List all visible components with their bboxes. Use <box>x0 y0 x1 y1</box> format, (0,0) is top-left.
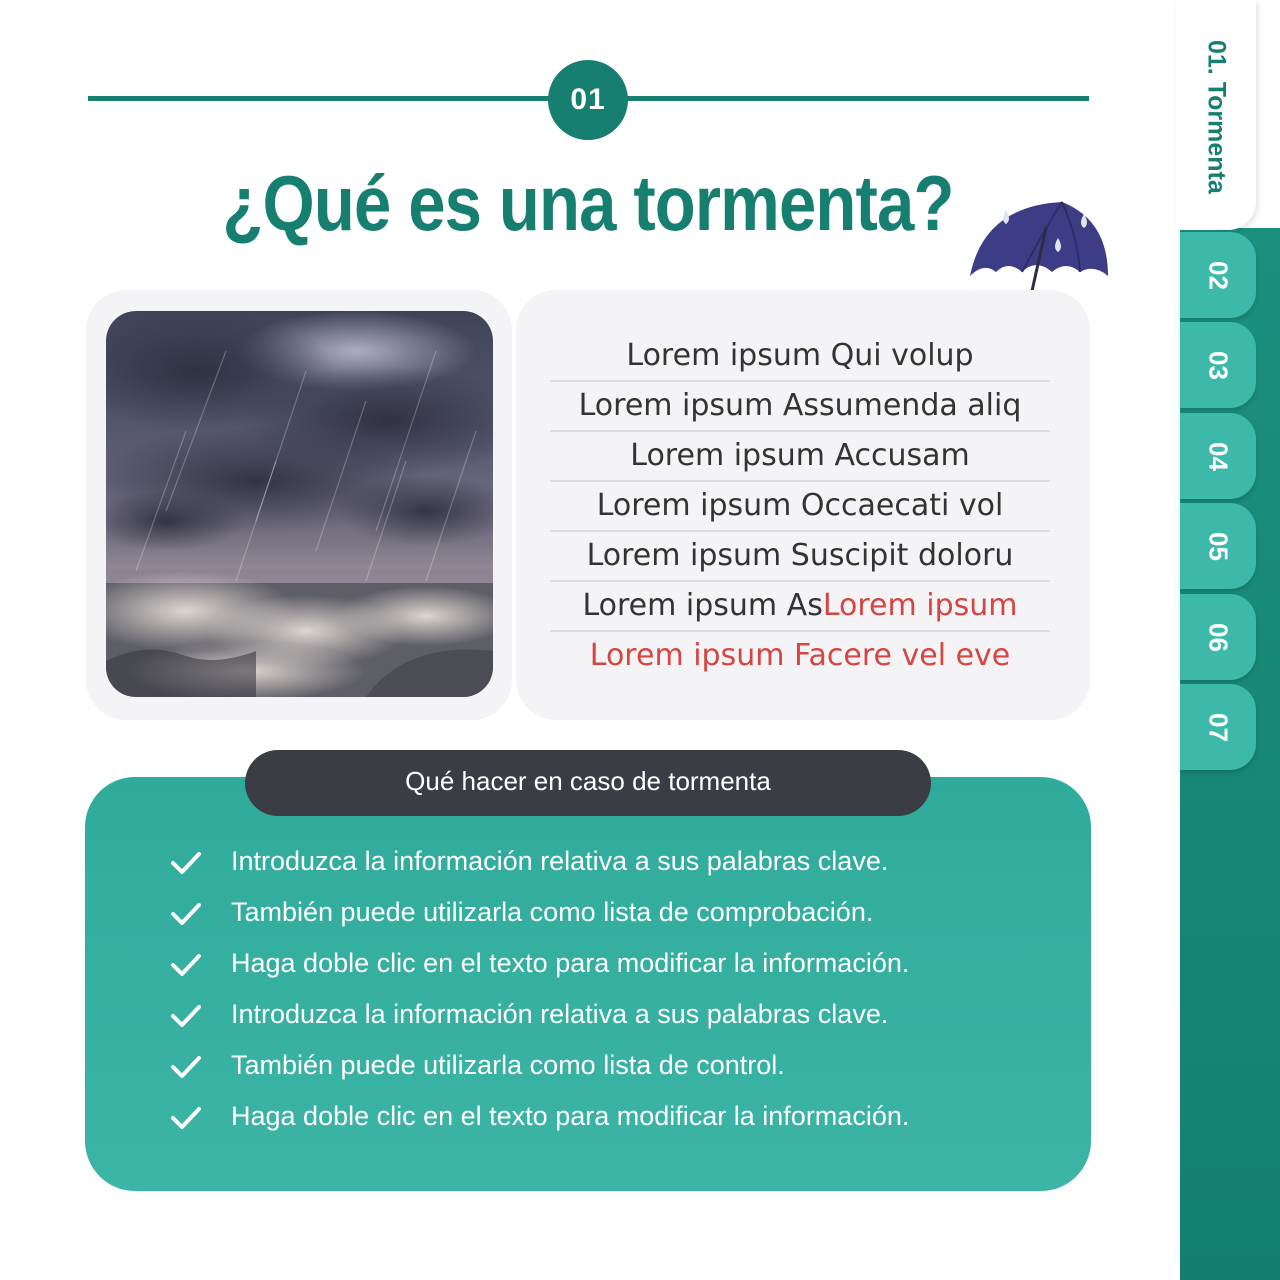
tip-item <box>168 887 909 938</box>
tab-label: 07 <box>1203 712 1234 742</box>
tip-item <box>168 1091 909 1142</box>
info-list-item: Lorem ipsum Accusam <box>550 432 1050 482</box>
info-list-item: Lorem ipsum AsLorem ipsum <box>550 582 1050 632</box>
check-icon <box>168 997 204 1033</box>
tip-item <box>168 989 909 1040</box>
tab-07[interactable] <box>1180 684 1256 770</box>
tab-04[interactable] <box>1180 413 1256 499</box>
tip-text: Introduzca la información relativa a sus palabras clave. <box>231 999 889 1029</box>
check-icon <box>168 844 204 880</box>
info-list-item: Lorem ipsum Assumenda aliq <box>550 382 1050 432</box>
info-list-item: Lorem ipsum Suscipit doloru <box>550 532 1050 582</box>
tab-label: 01. Tormenta <box>1202 40 1231 194</box>
tip-item <box>168 836 909 887</box>
tab-label: 03 <box>1203 350 1234 380</box>
tips-list <box>168 836 909 1142</box>
tip-item <box>168 938 909 989</box>
tab-03[interactable] <box>1180 322 1256 408</box>
tip-text: También puede utilizarla como lista de comprobación. <box>231 897 874 927</box>
info-list-item: Lorem ipsum Occaecati vol <box>550 482 1050 532</box>
check-icon <box>168 946 204 982</box>
tab-06[interactable] <box>1180 594 1256 680</box>
tab-02[interactable] <box>1180 232 1256 318</box>
page-title: ¿Qué es una tormenta? <box>222 159 954 247</box>
info-list-item: Lorem ipsum Facere vel eve <box>589 638 1011 673</box>
tab-label: 04 <box>1203 441 1234 471</box>
info-list <box>550 332 1050 680</box>
tab-label: 06 <box>1203 622 1234 652</box>
storm-photo <box>106 311 493 697</box>
tip-text: Introduzca la información relativa a sus palabras clave. <box>231 846 889 876</box>
tip-text: Haga doble clic en el texto para modificar la información. <box>231 1101 910 1131</box>
section-number-badge: 01 <box>548 60 628 140</box>
check-icon <box>168 895 204 931</box>
check-icon <box>168 1048 204 1084</box>
tip-item <box>168 1040 909 1091</box>
tip-text: Haga doble clic en el texto para modificar la información. <box>231 948 910 978</box>
check-icon <box>168 1099 204 1135</box>
tip-text: También puede utilizarla como lista de control. <box>231 1050 785 1080</box>
tab-05[interactable] <box>1180 503 1256 589</box>
tab-active-tormenta[interactable] <box>1176 0 1256 230</box>
info-list-item: Lorem ipsum Qui volup <box>550 332 1050 382</box>
tab-label: 02 <box>1203 260 1234 290</box>
tips-heading: Qué hacer en caso de tormenta <box>245 750 931 816</box>
tab-label: 05 <box>1203 531 1234 561</box>
